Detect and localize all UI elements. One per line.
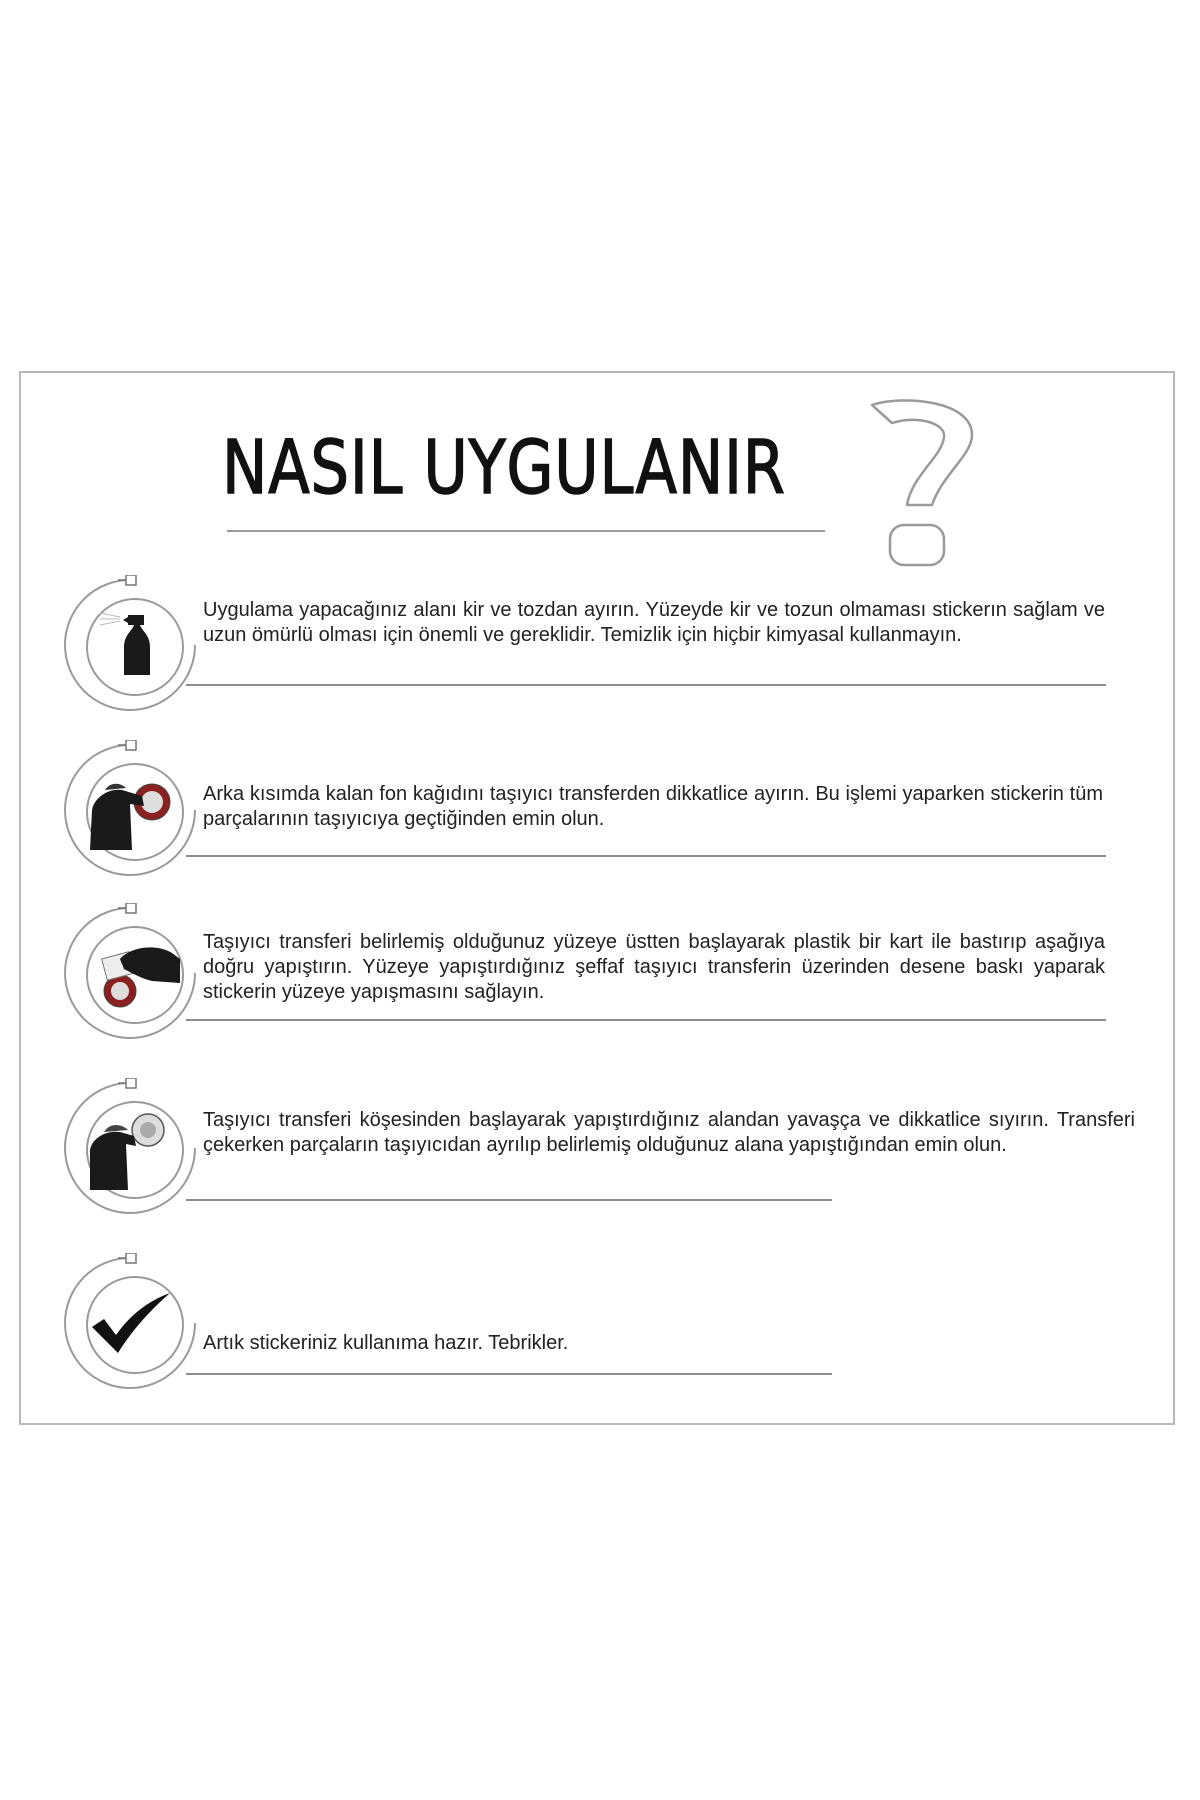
step-1-text: Uygulama yapacağınız alanı kir ve tozdan ayırın. Yüzeyde kir ve tozun olmaması stickerın sağlam ve uzun ömürlü olması için önemli ve gereklidir. Temizlik için hiçbir kimyasal kullanmayın.: [203, 599, 1105, 646]
step-3-text: Taşıyıcı transferi belirlemiş olduğunuz yüzeye üstten başlayarak plastik bir kart ile bastırıp aşağıya doğru yapıştırın. Yüzeye yapıştırdığınız şeffaf taşıyıcı transferin üzerinden desene baskı yaparak stickerin yüzeye yapışmasını sağlayın.: [203, 931, 1105, 1003]
press-card-icon: [102, 947, 180, 1007]
checkmark-icon: [92, 1293, 170, 1353]
step-3-divider: [186, 1019, 1106, 1021]
step-4-badge: [60, 1078, 200, 1218]
step-4-text: Taşıyıcı transferi köşesinden başlayarak yapıştırdığınız alandan yavaşça ve dikkatlice sıyırın. Transferi çekerken parçaların taşıyıcıdan ayrılıp belirlemiş olduğunuz alana yapıştığından emin olun.: [203, 1109, 1135, 1156]
step-5-badge: [60, 1253, 200, 1393]
step-3-badge: [60, 903, 200, 1043]
spray-bottle-icon: [100, 613, 150, 675]
peel-transfer-icon: [90, 1114, 164, 1190]
step-5-divider: [186, 1373, 832, 1375]
step-2-badge: [60, 740, 200, 880]
step-2-text: Arka kısımda kalan fon kağıdını taşıyıcı transferden dikkatlice ayırın. Bu işlemi yaparken stickerin tüm parçalarının taşıyıcıya geçtiğinden emin olun.: [203, 783, 1103, 830]
question-mark-icon: [862, 395, 982, 570]
page-title: NASIL UYGULANIR: [222, 425, 786, 511]
step-5-text: Artık stickeriniz kullanıma hazır. Tebrikler.: [203, 1332, 569, 1354]
peel-backing-icon: [90, 784, 170, 850]
step-1-badge: [60, 575, 200, 715]
title-divider: [227, 530, 825, 532]
step-2-divider: [186, 855, 1106, 857]
step-1-divider: [186, 684, 1106, 686]
step-4-divider: [186, 1199, 832, 1201]
